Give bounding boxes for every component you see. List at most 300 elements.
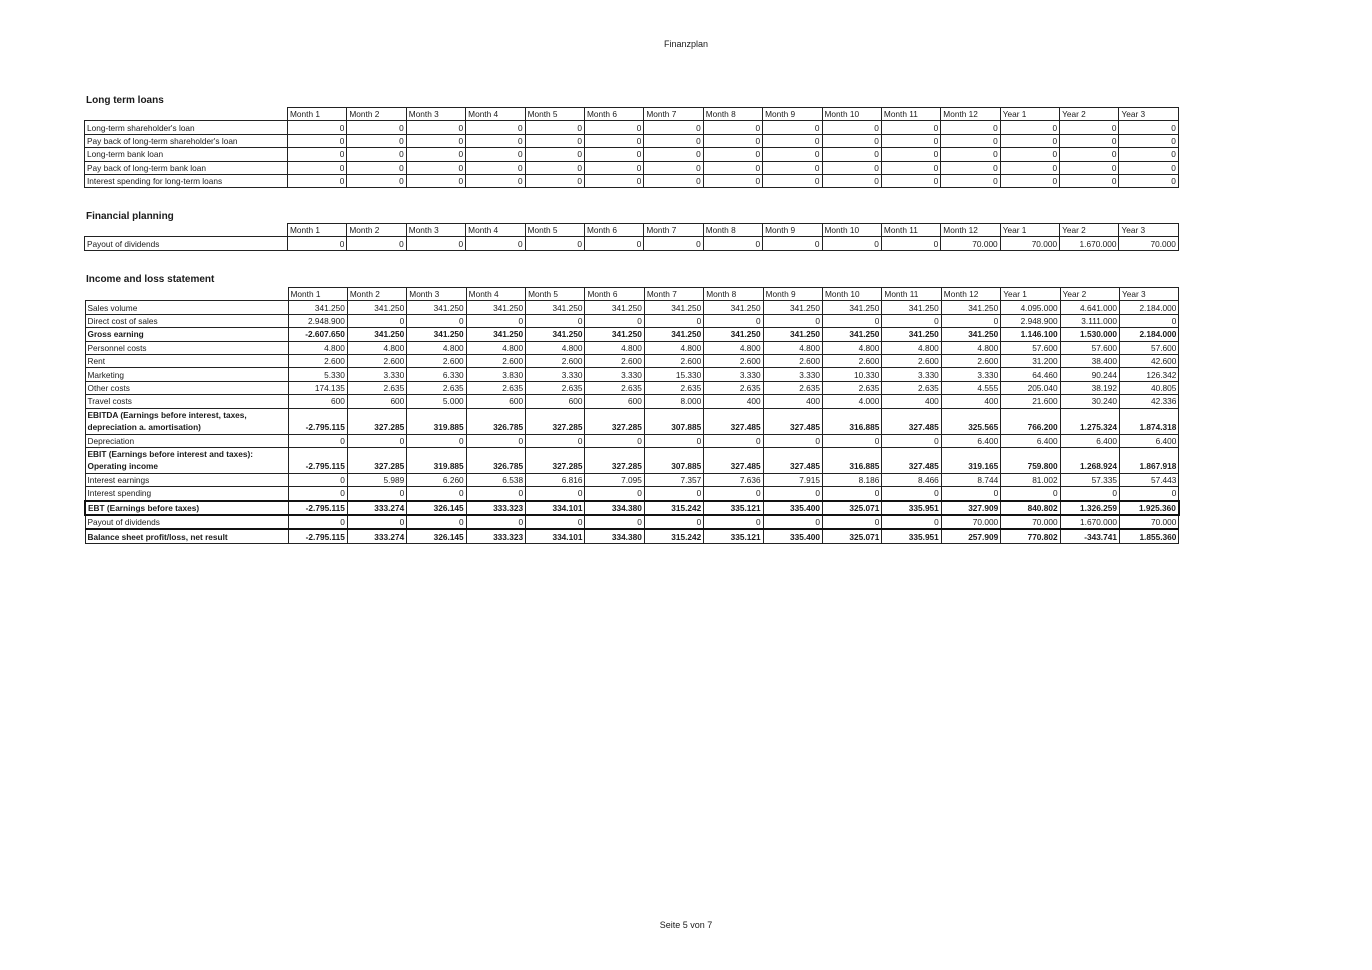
value-cell: 0	[1119, 161, 1178, 174]
value-cell: 327.285	[585, 408, 644, 434]
value-cell: 600	[526, 395, 585, 408]
value-cell: 38.192	[1060, 381, 1119, 394]
value-cell: 334.380	[585, 529, 644, 543]
header-row	[85, 224, 1179, 237]
value-cell: 1.530.000	[1060, 328, 1119, 341]
value-cell: 0	[644, 134, 703, 147]
value-cell: 126.342	[1119, 368, 1178, 381]
value-cell: 0	[941, 487, 1000, 501]
value-cell: -2.795.115	[288, 408, 347, 434]
value-cell: 2.600	[407, 354, 466, 367]
table-row	[85, 529, 1179, 543]
value-cell: 600	[347, 395, 406, 408]
value-cell: 0	[347, 237, 406, 250]
value-cell: 2.184.000	[1119, 328, 1178, 341]
value-cell: 0	[466, 134, 525, 147]
value-cell: 0	[406, 174, 465, 187]
value-cell: 0	[941, 161, 1000, 174]
value-cell: 7.636	[704, 473, 763, 486]
value-cell: 2.600	[763, 354, 822, 367]
value-cell: 0	[644, 161, 703, 174]
column-header: Month 3	[407, 288, 466, 301]
value-cell: 6.816	[526, 473, 585, 486]
table-row	[85, 381, 1179, 394]
value-cell: 0	[1060, 121, 1119, 134]
value-cell: 0	[644, 314, 703, 327]
value-cell: 6.330	[407, 368, 466, 381]
value-cell: 0	[288, 473, 347, 486]
column-header: Year 2	[1060, 108, 1119, 121]
value-cell: 2.600	[882, 354, 941, 367]
value-cell: 8.000	[644, 395, 703, 408]
value-cell: 1.275.324	[1060, 408, 1119, 434]
column-header: Month 2	[347, 108, 406, 121]
value-cell: 0	[1119, 134, 1178, 147]
value-cell: 0	[703, 121, 762, 134]
table-row	[85, 174, 1179, 187]
value-cell: 0	[347, 174, 406, 187]
column-header: Month 1	[288, 108, 347, 121]
value-cell: 2.600	[585, 354, 644, 367]
value-cell: 5.000	[407, 395, 466, 408]
value-cell: 57.335	[1060, 473, 1119, 486]
value-cell: 0	[1060, 161, 1119, 174]
value-cell: 0	[644, 174, 703, 187]
value-cell: 1.874.318	[1119, 408, 1178, 434]
value-cell: 1.268.924	[1060, 447, 1119, 473]
value-cell: 38.400	[1060, 354, 1119, 367]
value-cell: 0	[288, 487, 347, 501]
column-header: Month 6	[584, 224, 643, 237]
value-cell: 0	[347, 515, 406, 529]
column-header: Month 10	[822, 108, 881, 121]
value-cell: 0	[823, 434, 882, 447]
value-cell: 0	[822, 121, 881, 134]
column-header: Month 11	[882, 288, 941, 301]
header-row	[85, 108, 1179, 121]
value-cell: 4.800	[466, 341, 525, 354]
value-cell: 2.635	[704, 381, 763, 394]
value-cell: 319.885	[407, 408, 466, 434]
value-cell: 0	[288, 161, 347, 174]
value-cell: 0	[466, 314, 525, 327]
value-cell: 4.000	[823, 395, 882, 408]
value-cell: 0	[466, 121, 525, 134]
value-cell: 2.600	[644, 354, 703, 367]
value-cell: 0	[584, 148, 643, 161]
value-cell: 335.121	[704, 501, 763, 515]
table-row	[85, 328, 1179, 341]
table-row	[85, 121, 1179, 134]
page-footer: Seite 5 von 7	[659, 920, 713, 930]
value-cell: 2.600	[823, 354, 882, 367]
value-cell: 21.600	[1001, 395, 1060, 408]
value-cell: 0	[1060, 174, 1119, 187]
value-cell: 0	[822, 161, 881, 174]
value-cell: 7.095	[585, 473, 644, 486]
value-cell: 600	[585, 395, 644, 408]
column-header: Year 3	[1119, 224, 1178, 237]
column-header: Month 9	[763, 288, 822, 301]
value-cell: 341.250	[644, 328, 703, 341]
value-cell: 0	[1119, 174, 1178, 187]
table-row	[85, 501, 1179, 515]
table-row	[85, 487, 1179, 501]
value-cell: 64.460	[1001, 368, 1060, 381]
value-cell: 327.485	[704, 408, 763, 434]
value-cell: 0	[288, 434, 347, 447]
value-cell: 325.071	[823, 501, 882, 515]
value-cell: 0	[466, 237, 525, 250]
value-cell: 8.186	[823, 473, 882, 486]
value-cell: 0	[644, 237, 703, 250]
row-label: Interest spending for long-term loans	[85, 174, 288, 187]
value-cell: 2.635	[882, 381, 941, 394]
value-cell: 10.330	[823, 368, 882, 381]
value-cell: 57.600	[1060, 341, 1119, 354]
value-cell: 4.800	[882, 341, 941, 354]
value-cell: 0	[406, 148, 465, 161]
value-cell: 0	[347, 134, 406, 147]
value-cell: 0	[881, 174, 940, 187]
value-cell: 341.250	[585, 328, 644, 341]
value-cell: 0	[406, 121, 465, 134]
value-cell: 319.165	[941, 447, 1000, 473]
column-header: Month 8	[703, 108, 762, 121]
value-cell: 0	[763, 161, 822, 174]
row-label: Payout of dividends	[85, 237, 288, 250]
value-cell: 2.635	[823, 381, 882, 394]
column-header: Month 3	[406, 108, 465, 121]
value-cell: 0	[1119, 121, 1178, 134]
value-cell: 0	[288, 121, 347, 134]
value-cell: 4.800	[526, 341, 585, 354]
value-cell: 2.635	[407, 381, 466, 394]
header-corner	[85, 224, 288, 237]
value-cell: 0	[881, 121, 940, 134]
column-header: Year 3	[1119, 108, 1178, 121]
value-cell: 0	[525, 134, 584, 147]
value-cell: 0	[407, 314, 466, 327]
value-cell: 4.800	[585, 341, 644, 354]
column-header: Month 1	[288, 288, 347, 301]
value-cell: 341.250	[941, 328, 1000, 341]
value-cell: 0	[1119, 314, 1178, 327]
column-header: Month 6	[585, 288, 644, 301]
value-cell: 0	[288, 174, 347, 187]
value-cell: 0	[347, 434, 406, 447]
value-cell: 6.400	[1001, 434, 1060, 447]
column-header: Month 5	[525, 108, 584, 121]
value-cell: 759.800	[1001, 447, 1060, 473]
column-header: Month 7	[644, 288, 703, 301]
value-cell: 15.330	[644, 368, 703, 381]
value-cell: 326.145	[407, 529, 466, 543]
value-cell: 0	[466, 161, 525, 174]
column-header: Month 3	[406, 224, 465, 237]
value-cell: 0	[644, 121, 703, 134]
value-cell: 4.800	[941, 341, 1000, 354]
value-cell: 90.244	[1060, 368, 1119, 381]
value-cell: 0	[1000, 161, 1059, 174]
table-row	[85, 395, 1179, 408]
value-cell: 325.565	[941, 408, 1000, 434]
value-cell: 0	[526, 515, 585, 529]
table-row	[85, 237, 1179, 250]
value-cell: 341.250	[763, 301, 822, 314]
value-cell: 6.400	[941, 434, 1000, 447]
value-cell: 1.326.259	[1060, 501, 1119, 515]
value-cell: 341.250	[585, 301, 644, 314]
value-cell: 326.785	[466, 447, 525, 473]
value-cell: 307.885	[644, 447, 703, 473]
value-cell: 0	[1000, 134, 1059, 147]
section-title-financial-planning: Financial planning	[86, 211, 174, 222]
table-row	[85, 368, 1179, 381]
value-cell: 0	[1060, 134, 1119, 147]
value-cell: 0	[704, 434, 763, 447]
table-row	[85, 161, 1179, 174]
value-cell: 0	[406, 237, 465, 250]
value-cell: 3.111.000	[1060, 314, 1119, 327]
value-cell: 4.555	[941, 381, 1000, 394]
value-cell: 0	[347, 161, 406, 174]
column-header: Month 10	[822, 224, 881, 237]
row-label: Long-term bank loan	[85, 148, 288, 161]
value-cell: 0	[347, 314, 406, 327]
value-cell: 335.400	[763, 501, 822, 515]
value-cell: 341.250	[466, 328, 525, 341]
value-cell: 341.250	[704, 328, 763, 341]
value-cell: 327.485	[763, 408, 822, 434]
value-cell: 327.485	[763, 447, 822, 473]
row-label: Direct cost of sales	[85, 314, 288, 327]
value-cell: 2.948.900	[1001, 314, 1060, 327]
column-header: Month 5	[525, 224, 584, 237]
value-cell: 341.250	[347, 328, 406, 341]
value-cell: 0	[347, 148, 406, 161]
value-cell: 2.635	[644, 381, 703, 394]
value-cell: 400	[763, 395, 822, 408]
value-cell: 341.250	[882, 328, 941, 341]
value-cell: 2.600	[704, 354, 763, 367]
value-cell: 0	[466, 148, 525, 161]
value-cell: 31.200	[1001, 354, 1060, 367]
value-cell: 70.000	[941, 515, 1000, 529]
value-cell: 3.330	[941, 368, 1000, 381]
value-cell: 8.744	[941, 473, 1000, 486]
value-cell: 2.600	[526, 354, 585, 367]
value-cell: 7.915	[763, 473, 822, 486]
income-and-loss-table	[84, 287, 1180, 544]
value-cell: 0	[823, 314, 882, 327]
value-cell: 0	[881, 237, 940, 250]
value-cell: 5.989	[347, 473, 406, 486]
value-cell: 335.951	[882, 529, 941, 543]
column-header: Month 10	[823, 288, 882, 301]
value-cell: 3.330	[763, 368, 822, 381]
row-label: EBT (Earnings before taxes)	[85, 501, 288, 515]
value-cell: 0	[1000, 174, 1059, 187]
value-cell: 2.600	[941, 354, 1000, 367]
value-cell: 0	[763, 515, 822, 529]
value-cell: 0	[525, 148, 584, 161]
column-header: Month 2	[347, 288, 406, 301]
value-cell: 0	[584, 174, 643, 187]
value-cell: 1.855.360	[1119, 529, 1178, 543]
value-cell: 1.670.000	[1060, 515, 1119, 529]
value-cell: 341.250	[941, 301, 1000, 314]
table-row	[85, 447, 1179, 473]
financial-planning-table	[84, 223, 1179, 251]
value-cell: 325.071	[823, 529, 882, 543]
value-cell: 0	[406, 134, 465, 147]
value-cell: 0	[525, 237, 584, 250]
value-cell: 0	[526, 314, 585, 327]
value-cell: 0	[881, 148, 940, 161]
table-row	[85, 314, 1179, 327]
row-label: Travel costs	[85, 395, 288, 408]
value-cell: -343.741	[1060, 529, 1119, 543]
value-cell: 0	[881, 161, 940, 174]
row-label: Sales volume	[85, 301, 288, 314]
column-header: Month 5	[526, 288, 585, 301]
value-cell: 1.146.100	[1001, 328, 1060, 341]
value-cell: 326.785	[466, 408, 525, 434]
value-cell: 3.330	[526, 368, 585, 381]
value-cell: 0	[584, 134, 643, 147]
value-cell: 3.830	[466, 368, 525, 381]
value-cell: 0	[703, 237, 762, 250]
value-cell: 0	[525, 174, 584, 187]
value-cell: 6.260	[407, 473, 466, 486]
value-cell: 81.002	[1001, 473, 1060, 486]
value-cell: 327.909	[941, 501, 1000, 515]
value-cell: 327.485	[882, 447, 941, 473]
value-cell: 0	[288, 515, 347, 529]
value-cell: 4.800	[347, 341, 406, 354]
value-cell: 0	[585, 487, 644, 501]
page-header: Finanzplan	[663, 39, 709, 49]
header-corner	[85, 288, 288, 301]
value-cell: 400	[882, 395, 941, 408]
value-cell: -2.795.115	[288, 501, 347, 515]
row-label: Interest spending	[85, 487, 288, 501]
value-cell: 327.285	[526, 447, 585, 473]
value-cell: 766.200	[1001, 408, 1060, 434]
value-cell: 0	[585, 434, 644, 447]
value-cell: 341.250	[288, 301, 347, 314]
value-cell: 3.330	[585, 368, 644, 381]
row-label: Gross earning	[85, 328, 288, 341]
value-cell: 341.250	[407, 328, 466, 341]
row-label: Other costs	[85, 381, 288, 394]
value-cell: 0	[822, 134, 881, 147]
value-cell: 0	[644, 487, 703, 501]
value-cell: 1.670.000	[1060, 237, 1119, 250]
column-header: Month 12	[941, 224, 1000, 237]
value-cell: 42.600	[1119, 354, 1178, 367]
column-header: Month 11	[881, 108, 940, 121]
value-cell: 600	[466, 395, 525, 408]
value-cell: 0	[882, 434, 941, 447]
value-cell: 70.000	[1001, 515, 1060, 529]
value-cell: 0	[763, 314, 822, 327]
value-cell: 0	[941, 314, 1000, 327]
value-cell: 327.485	[882, 408, 941, 434]
value-cell: 1.867.918	[1119, 447, 1178, 473]
value-cell: 4.095.000	[1001, 301, 1060, 314]
value-cell: 0	[584, 161, 643, 174]
value-cell: 0	[584, 237, 643, 250]
value-cell: 30.240	[1060, 395, 1119, 408]
value-cell: 0	[584, 121, 643, 134]
value-cell: 0	[466, 174, 525, 187]
column-header: Month 4	[466, 288, 525, 301]
column-header: Year 1	[1000, 224, 1059, 237]
value-cell: 174.135	[288, 381, 347, 394]
value-cell: 0	[763, 487, 822, 501]
value-cell: 0	[526, 434, 585, 447]
value-cell: 0	[288, 134, 347, 147]
value-cell: 2.635	[347, 381, 406, 394]
value-cell: 341.250	[526, 328, 585, 341]
value-cell: 770.802	[1001, 529, 1060, 543]
value-cell: 70.000	[1119, 515, 1178, 529]
table-row	[85, 301, 1179, 314]
column-header: Month 9	[763, 224, 822, 237]
value-cell: 0	[882, 515, 941, 529]
table-row	[85, 134, 1179, 147]
value-cell: 341.250	[763, 328, 822, 341]
value-cell: 1.925.360	[1119, 501, 1178, 515]
value-cell: 341.250	[823, 301, 882, 314]
value-cell: 0	[941, 134, 1000, 147]
table-row	[85, 434, 1179, 447]
value-cell: 600	[288, 395, 347, 408]
row-label: Pay back of long-term bank loan	[85, 161, 288, 174]
value-cell: 0	[644, 434, 703, 447]
value-cell: 4.800	[823, 341, 882, 354]
row-label: Rent	[85, 354, 288, 367]
value-cell: 40.805	[1119, 381, 1178, 394]
value-cell: 0	[525, 161, 584, 174]
column-header: Month 4	[466, 108, 525, 121]
value-cell: 0	[1119, 487, 1178, 501]
value-cell: -2.795.115	[288, 529, 347, 543]
column-header: Year 3	[1119, 288, 1178, 301]
value-cell: 0	[763, 134, 822, 147]
row-label: EBIT (Earnings before interest and taxes): Operating income	[85, 447, 288, 473]
table-row	[85, 408, 1179, 434]
value-cell: 0	[823, 487, 882, 501]
value-cell: 0	[763, 237, 822, 250]
value-cell: 0	[347, 121, 406, 134]
value-cell: 0	[704, 515, 763, 529]
value-cell: 327.285	[526, 408, 585, 434]
value-cell: 840.802	[1001, 501, 1060, 515]
value-cell: 341.250	[823, 328, 882, 341]
value-cell: 0	[823, 515, 882, 529]
value-cell: 42.336	[1119, 395, 1178, 408]
value-cell: 0	[881, 134, 940, 147]
table-row	[85, 148, 1179, 161]
column-header: Month 11	[881, 224, 940, 237]
value-cell: 0	[1000, 148, 1059, 161]
value-cell: 333.274	[347, 529, 406, 543]
value-cell: 0	[703, 148, 762, 161]
value-cell: 2.635	[585, 381, 644, 394]
